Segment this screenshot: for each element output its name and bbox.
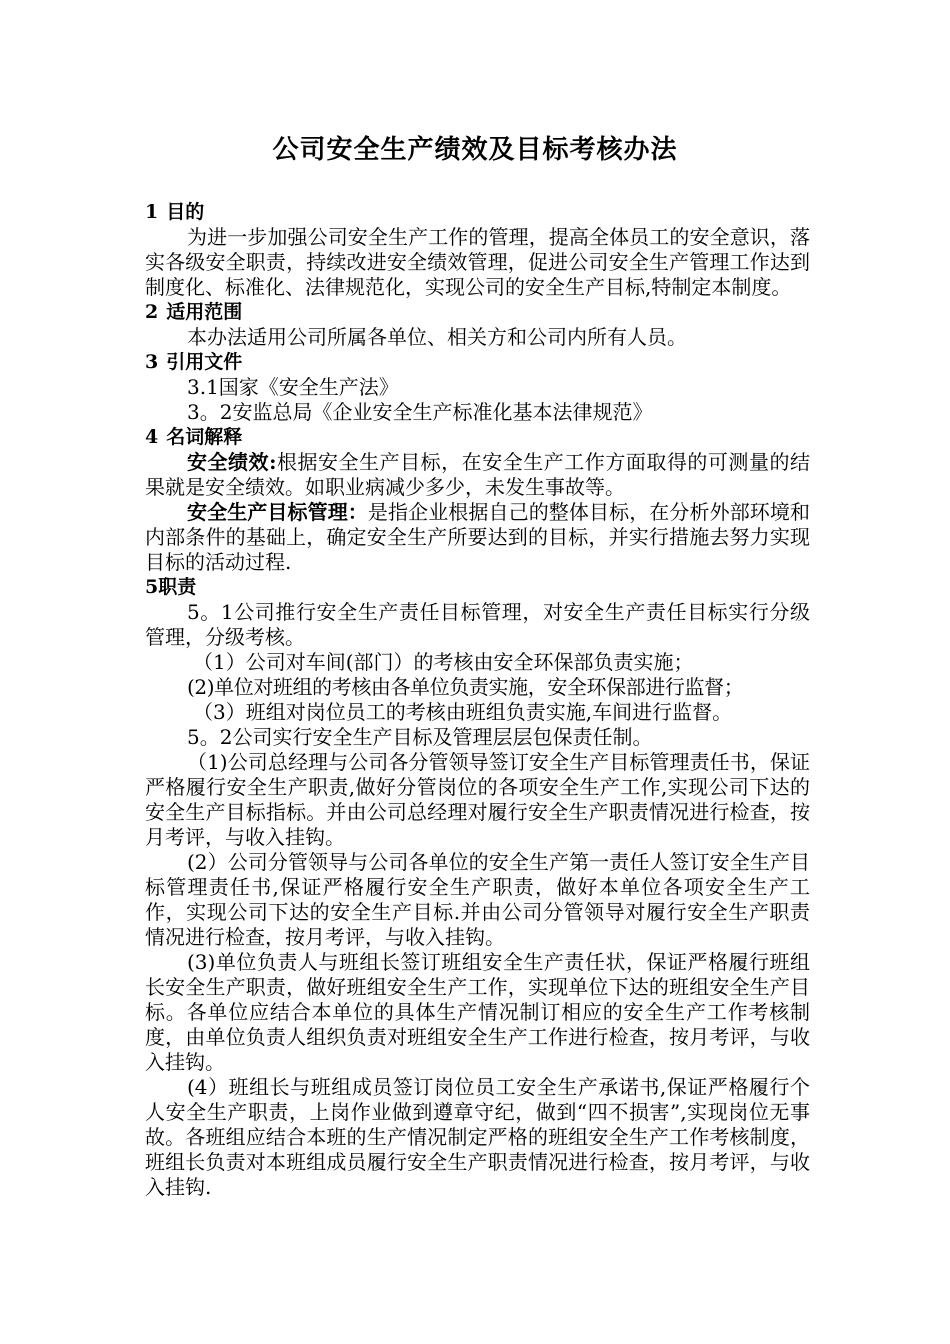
section-1-paragraph: 为进一步加强公司安全生产工作的管理，提高全体员工的安全意识，落实各级安全职责，持续改进安全绩效管理，促进公司安全生产管理工作达到制度化、标准化、法律规范化，实现公司的安全生产目标,特制定本制度。: [145, 225, 810, 299]
section-2-paragraph: 本办法适用公司所属各单位、相关方和公司内所有人员。: [187, 325, 687, 349]
section-1-title: 目的: [166, 201, 205, 223]
definition-text-2: 是指企业根据自己的整体目标，在分析外部环境和内部条件的基础上，确定安全生产所要达到的目标，并实行措施去努力实现目标的活动过程.: [145, 500, 811, 574]
section-5-1-paragraph: 5。1公司推行安全生产责任目标管理，对安全生产责任目标实行分级管理，分级考核。: [145, 600, 810, 649]
definition-safety-performance: [145, 450, 810, 500]
section-2-heading: [145, 300, 810, 325]
section-5-2-item-3: (3)单位负责人与班组长签订班组安全生产责任状，保证严格履行班组长安全生产职责，做好班组安全生产工作，实现单位下达的班组安全生产目标。各单位应结合本单位的具体生产情况制订相应的安全生产工作考核制度，由单位负责人组织负责对班组安全生产工作进行检查，按月考评，与收入挂钩。: [145, 950, 810, 1074]
term-target-management: 安全生产目标管理：: [187, 500, 368, 524]
reference-item-1: 3.1国家《安全生产法》: [187, 375, 399, 399]
section-5-2-item-1: （1)公司总经理与公司各分管领导签订安全生产目标管理责任书，保证严格履行安全生产职责,做好分管岗位的各项安全生产工作,实现公司下达的安全生产目标指标。并由公司总经理对履行安全生产职责情况进行检查，按月考评，与收入挂钩。: [145, 750, 810, 849]
definition-text-1: 根据安全生产目标，在安全生产工作方面取得的可测量的结果就是安全绩效。如职业病减少多少，未发生事故等。: [145, 450, 810, 499]
section-5-heading: 5职责: [145, 576, 197, 598]
section-5-2-item-4: (4）班组长与班组成员签订岗位员工安全生产承诺书,保证严格履行个人安全生产职责，上岗作业做到遵章守纪，做到“四不损害”,实现岗位无事故。各班组应结合本班的生产情况制定严格的班组安全生产工作考核制度，班组长负责对本班组成员履行安全生产职责情况进行检查，按月考评，与收入挂钩.: [145, 1075, 810, 1199]
section-2-number: 2: [145, 301, 159, 323]
section-5-2-paragraph: 5。2公司实行安全生产目标及管理层层包保责任制。: [187, 725, 653, 749]
section-1-number: 1: [145, 201, 159, 223]
section-4-title: 名词解释: [166, 426, 243, 448]
reference-item-2: 3。2安监总局《企业安全生产标准化基本法律规范》: [187, 400, 653, 424]
document-body: [145, 200, 810, 1200]
section-5-1-item-1: （1）公司对车间(部门）的考核由安全环保部负责实施；: [193, 650, 694, 674]
section-1-heading: [145, 200, 810, 225]
section-3-title: 引用文件: [166, 351, 243, 373]
section-5-1-item-3: （3）班组对岗位员工的考核由班组负责实施,车间进行监督。: [193, 700, 733, 724]
section-3-number: 3: [145, 351, 159, 373]
section-5-2-item-2: (2）公司分管领导与公司各单位的安全生产第一责任人签订安全生产目标管理责任书,保证严格履行安全生产职责，做好本单位各项安全生产工作，实现公司下达的安全生产目标.并由公司分管领导对履行安全生产职责情况进行检查，按月考评，与收入挂钩。: [145, 850, 810, 949]
term-safety-performance: 安全绩效:: [187, 450, 277, 474]
section-5-1-item-2: (2)单位对班组的考核由各单位负责实施，安全环保部进行监督；: [187, 675, 744, 699]
definition-target-management: [145, 500, 810, 575]
document-title: 公司安全生产绩效及目标考核办法: [272, 135, 678, 165]
section-4-number: 4: [145, 426, 159, 448]
section-4-heading: [145, 425, 810, 450]
section-2-title: 适用范围: [166, 301, 243, 323]
section-3-heading: [145, 350, 810, 375]
